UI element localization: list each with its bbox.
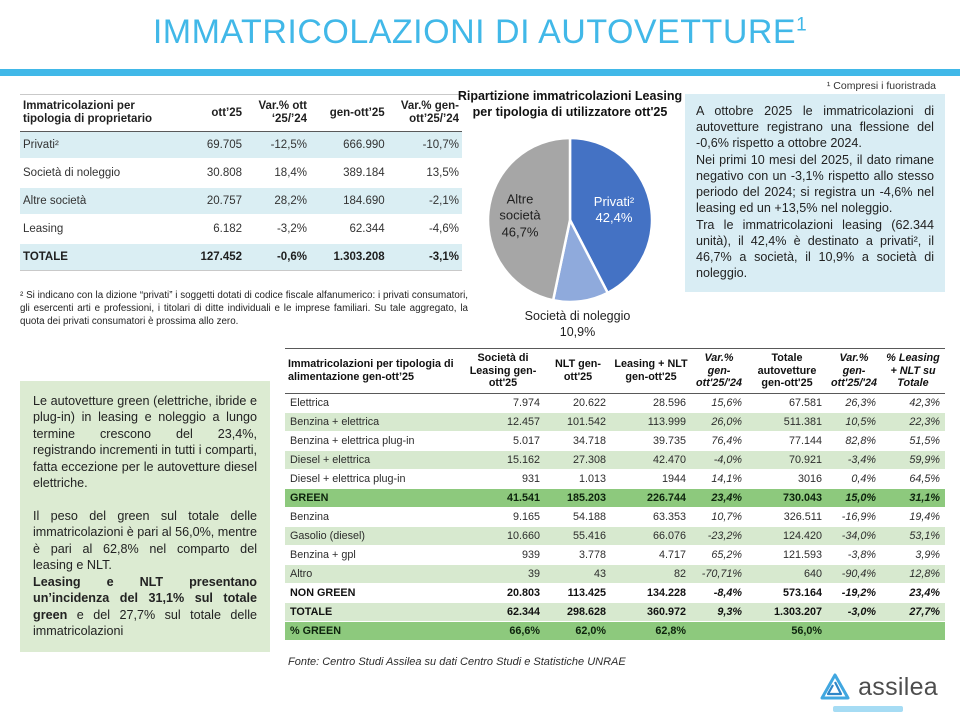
cell: 124.420 <box>747 527 827 546</box>
pie-label-value: 46,7% <box>501 224 539 240</box>
cell: 43 <box>545 565 611 584</box>
cell: 113.999 <box>611 413 691 432</box>
commentary-paragraph: Tra le immatricolazioni leasing (62.344 unità), il 42,4% è destinato a privati², il 46,7% a società, il 10,9% a società di noleggio. <box>696 217 934 281</box>
cell: 5.017 <box>461 432 545 451</box>
cell: Altre società <box>20 187 186 215</box>
cell: 389.184 <box>310 159 388 187</box>
commentary-box-october <box>685 94 945 292</box>
pie-label-noleggio <box>475 308 680 341</box>
cell: 1944 <box>611 470 691 489</box>
cell: 82,8% <box>827 432 881 451</box>
cell: 42,3% <box>881 394 945 413</box>
table-row <box>285 451 945 470</box>
commentary-paragraph: A ottobre 2025 le immatricolazioni di autovetture registrano una flessione del -0,6% rispetto a ottobre 2024. <box>696 104 934 151</box>
table-row <box>20 132 462 160</box>
table-row <box>285 394 945 413</box>
commentary-paragraph: Nei primi 10 mesi del 2025, il dato rimane negativo con un -3,1% rispetto allo stesso periodo del 2024; si registra un -4,6% nel leasing ed un +13,5% nel noleggio. <box>696 152 934 216</box>
cell: 26,3% <box>827 394 881 413</box>
table-row <box>285 527 945 546</box>
cell: 640 <box>747 565 827 584</box>
cell: 666.990 <box>310 132 388 160</box>
pie-label-altre-societa <box>487 192 553 241</box>
source-note: Fonte: Centro Studi Assilea su dati Centro Studi e Statistiche UNRAE <box>288 656 626 668</box>
column-header: Immatricolazioni per tipologia di alimentazione gen-ott’25 <box>285 349 461 394</box>
table-row <box>20 243 462 271</box>
cell: 28,2% <box>245 187 310 215</box>
cell: 27.308 <box>545 451 611 470</box>
cell: 1.303.207 <box>747 603 827 622</box>
cell: 184.690 <box>310 187 388 215</box>
pie-label-value: 42,4% <box>595 210 633 225</box>
cell: 65,2% <box>691 546 747 565</box>
assilea-triangle-icon <box>819 672 851 702</box>
cell: -3,1% <box>388 243 462 271</box>
cell: 39 <box>461 565 545 584</box>
table-row <box>285 508 945 527</box>
cell: 23,4% <box>691 489 747 508</box>
cell: 101.542 <box>545 413 611 432</box>
cell: 12.457 <box>461 413 545 432</box>
cell: GREEN <box>285 489 461 508</box>
cell: NON GREEN <box>285 584 461 603</box>
column-header: Società di Leasing gen-ott'25 <box>461 349 545 394</box>
cell: 51,5% <box>881 432 945 451</box>
cell: -23,2% <box>691 527 747 546</box>
cell: 18,4% <box>245 159 310 187</box>
cell: -3,0% <box>827 603 881 622</box>
cell: 66.076 <box>611 527 691 546</box>
cell: 360.972 <box>611 603 691 622</box>
cell: -90,4% <box>827 565 881 584</box>
cell: 23,4% <box>881 584 945 603</box>
table-row <box>285 349 945 394</box>
cell: % GREEN <box>285 622 461 641</box>
footnote-offroad: ¹ Compresi i fuoristrada <box>826 80 936 92</box>
pie-label-privati <box>594 194 634 227</box>
cell: -8,4% <box>691 584 747 603</box>
cell: 939 <box>461 546 545 565</box>
column-header: Immatricolazioni per tipologia di proprietario <box>20 95 186 132</box>
cell: 56,0% <box>747 622 827 641</box>
cell: 66,6% <box>461 622 545 641</box>
fuel-table-body <box>285 394 945 641</box>
pie-label-text: Privati² <box>593 193 635 209</box>
commentary-box-green <box>20 381 270 652</box>
cell: 226.744 <box>611 489 691 508</box>
cell: Altro <box>285 565 461 584</box>
column-header: Var.% gen-ott'25/'24 <box>691 349 747 394</box>
table-row <box>285 584 945 603</box>
cell: 67.581 <box>747 394 827 413</box>
cell: 10.660 <box>461 527 545 546</box>
column-header: Totale autovetture gen-ott'25 <box>747 349 827 394</box>
cell: 13,5% <box>388 159 462 187</box>
cell: 22,3% <box>881 413 945 432</box>
cell: 62,0% <box>545 622 611 641</box>
column-header: Var.% gen-ott’25/’24 <box>388 95 462 132</box>
cell: -3,2% <box>245 215 310 243</box>
cell: -70,71% <box>691 565 747 584</box>
cell: 69.705 <box>186 132 245 160</box>
cell <box>881 622 945 641</box>
footnote-privati: ² Si indicano con la dizione “privati” i soggetti dotati di codice fiscale alfanumerico: i privati consumatori, gli esercenti arti e professioni, i titolari di ditte individuali e le imprese familiari. Su tale aggregato, la quota dei privati consumatori è prossima allo zero. <box>20 290 468 327</box>
assilea-logo-text: assilea <box>858 672 938 701</box>
commentary-rest: e del 27,7% sul totale delle immatricolazioni <box>33 607 258 639</box>
column-header: NLT gen-ott'25 <box>545 349 611 394</box>
cell <box>691 622 747 641</box>
commentary-paragraph: Il peso del green sul totale delle immatricolazioni è pari al 56,0%, mentre è pari al 62,8% nel comparto del leasing e NLT. <box>33 508 257 573</box>
table-row <box>285 565 945 584</box>
cell: 3016 <box>747 470 827 489</box>
accent-divider-bar <box>0 69 960 76</box>
cell: 34.718 <box>545 432 611 451</box>
cell: 511.381 <box>747 413 827 432</box>
cell: Diesel + elettrica plug-in <box>285 470 461 489</box>
cell: 19,4% <box>881 508 945 527</box>
owner-table-header <box>20 95 462 132</box>
owner-table-body <box>20 132 462 271</box>
cell: 62.344 <box>461 603 545 622</box>
cell: 6.182 <box>186 215 245 243</box>
page-title-text: IMMATRICOLAZIONI DI AUTOVETTURE <box>152 13 797 51</box>
pie-label-text: Società di noleggio <box>524 309 631 323</box>
cell: 20.803 <box>461 584 545 603</box>
cell: 76,4% <box>691 432 747 451</box>
cell: 31,1% <box>881 489 945 508</box>
cell: -4,0% <box>691 451 747 470</box>
cell: 185.203 <box>545 489 611 508</box>
cell: Società di noleggio <box>20 159 186 187</box>
column-header: ott’25 <box>186 95 245 132</box>
table-row <box>285 413 945 432</box>
cell: 20.622 <box>545 394 611 413</box>
cell: 41.541 <box>461 489 545 508</box>
cell: 42.470 <box>611 451 691 470</box>
cell: 127.452 <box>186 243 245 271</box>
column-header: Var.% gen-ott'25/'24 <box>827 349 881 394</box>
cell: -3,8% <box>827 546 881 565</box>
column-header: gen-ott’25 <box>310 95 388 132</box>
cell <box>827 622 881 641</box>
cell: 54.188 <box>545 508 611 527</box>
column-header: Var.% ott ‘25/’24 <box>245 95 310 132</box>
cell: -19,2% <box>827 584 881 603</box>
cell: 59,9% <box>881 451 945 470</box>
bottom-accent-bar <box>833 706 903 712</box>
assilea-logo <box>819 672 938 702</box>
pie-label-text: Altre società <box>499 191 541 223</box>
cell: 82 <box>611 565 691 584</box>
cell: 53,1% <box>881 527 945 546</box>
cell: 121.593 <box>747 546 827 565</box>
cell: -12,5% <box>245 132 310 160</box>
cell: 298.628 <box>545 603 611 622</box>
cell: 326.511 <box>747 508 827 527</box>
cell: 931 <box>461 470 545 489</box>
cell: 55.416 <box>545 527 611 546</box>
cell: 15.162 <box>461 451 545 470</box>
cell: -0,6% <box>245 243 310 271</box>
cell: 39.735 <box>611 432 691 451</box>
cell: 730.043 <box>747 489 827 508</box>
cell: TOTALE <box>285 603 461 622</box>
cell: 64,5% <box>881 470 945 489</box>
cell: -4,6% <box>388 215 462 243</box>
table-row <box>20 187 462 215</box>
cell: 15,6% <box>691 394 747 413</box>
commentary-bold: Leasing e NLT presentano un’incidenza del 31,1% sul totale green <box>33 574 257 622</box>
table-row <box>20 215 462 243</box>
column-header: Leasing + NLT gen-ott'25 <box>611 349 691 394</box>
cell: Diesel + elettrica <box>285 451 461 470</box>
commentary-paragraph <box>33 574 257 640</box>
cell: Elettrica <box>285 394 461 413</box>
cell: Benzina <box>285 508 461 527</box>
owner-type-table <box>20 94 462 271</box>
cell: 0,4% <box>827 470 881 489</box>
cell: 70.921 <box>747 451 827 470</box>
fuel-type-table <box>285 348 945 641</box>
cell: 62.344 <box>310 215 388 243</box>
cell: 28.596 <box>611 394 691 413</box>
cell: 15,0% <box>827 489 881 508</box>
cell: 30.808 <box>186 159 245 187</box>
table-row <box>285 546 945 565</box>
cell: 1.303.208 <box>310 243 388 271</box>
cell: 77.144 <box>747 432 827 451</box>
cell: 3,9% <box>881 546 945 565</box>
cell: 113.425 <box>545 584 611 603</box>
table-row <box>285 470 945 489</box>
cell: Benzina + gpl <box>285 546 461 565</box>
table-row <box>20 159 462 187</box>
cell: 1.013 <box>545 470 611 489</box>
cell: Privati² <box>20 132 186 160</box>
cell: 62,8% <box>611 622 691 641</box>
cell: Gasolio (diesel) <box>285 527 461 546</box>
cell: 20.757 <box>186 187 245 215</box>
cell: 573.164 <box>747 584 827 603</box>
cell: 9.165 <box>461 508 545 527</box>
fuel-table-header <box>285 349 945 394</box>
cell: 3.778 <box>545 546 611 565</box>
cell: 14,1% <box>691 470 747 489</box>
table-row <box>285 622 945 641</box>
cell: 4.717 <box>611 546 691 565</box>
column-header: % Leasing + NLT su Totale <box>881 349 945 394</box>
page-title-footnote-ref: 1 <box>796 14 808 36</box>
table-row <box>20 95 462 132</box>
cell: TOTALE <box>20 243 186 271</box>
page-title <box>0 13 960 52</box>
cell: 9,3% <box>691 603 747 622</box>
table-row <box>285 489 945 508</box>
cell: 12,8% <box>881 565 945 584</box>
cell: -34,0% <box>827 527 881 546</box>
table-row <box>285 603 945 622</box>
pie-label-value: 10,9% <box>559 325 596 340</box>
cell: 134.228 <box>611 584 691 603</box>
cell: 7.974 <box>461 394 545 413</box>
cell: -10,7% <box>388 132 462 160</box>
cell: Benzina + elettrica plug-in <box>285 432 461 451</box>
cell: Leasing <box>20 215 186 243</box>
cell: -3,4% <box>827 451 881 470</box>
cell: 26,0% <box>691 413 747 432</box>
cell: -16,9% <box>827 508 881 527</box>
cell: 10,7% <box>691 508 747 527</box>
cell: Benzina + elettrica <box>285 413 461 432</box>
cell: 63.353 <box>611 508 691 527</box>
commentary-paragraph: Le autovetture green (elettriche, ibride e plug-in) in leasing e noleggio a lungo termine crescono del 23,4%, registrando incrementi in tutti i comparti, fatta eccezione per le autovetture diesel elettriche. <box>33 394 257 491</box>
cell: 10,5% <box>827 413 881 432</box>
cell: 27,7% <box>881 603 945 622</box>
cell: -2,1% <box>388 187 462 215</box>
table-row <box>285 432 945 451</box>
pie-chart-title: Ripartizione immatricolazioni Leasing per tipologia di utilizzatore ott'25 <box>457 89 683 120</box>
